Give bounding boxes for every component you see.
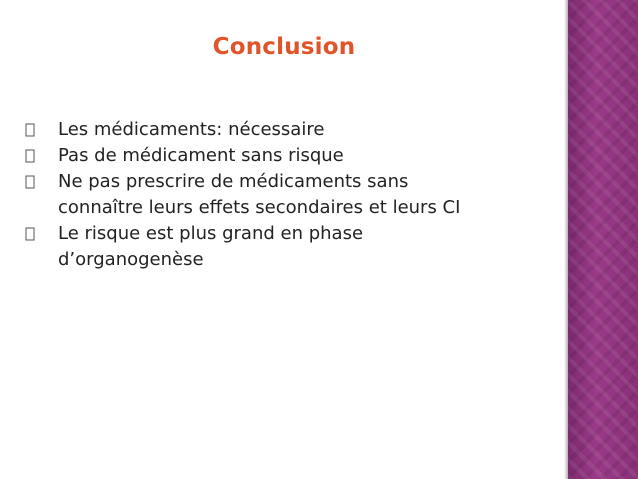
bullet-text-line: connaître leurs effets secondaires et leurs CI [58, 197, 461, 218]
decorative-side-bar [568, 0, 638, 479]
bullet-text-line: Les médicaments: nécessaire [58, 119, 325, 140]
bullet-text-line: Le risque est plus grand en phase [58, 223, 364, 244]
list-item [22, 117, 562, 143]
bullet-icon [25, 175, 36, 189]
bullet-icon [25, 227, 36, 241]
bullet-list [22, 117, 562, 273]
bullet-icon [25, 123, 36, 137]
slide-title: Conclusion [212, 34, 356, 60]
bullet-icon [25, 149, 36, 163]
list-item [22, 169, 562, 221]
bullet-text-line: Ne pas prescrire de médicaments sans [58, 171, 409, 192]
list-item [22, 143, 562, 169]
list-item [22, 221, 562, 273]
bullet-text-line: Pas de médicament sans risque [58, 145, 344, 166]
bullet-text-line: d’organogenèse [58, 249, 204, 270]
